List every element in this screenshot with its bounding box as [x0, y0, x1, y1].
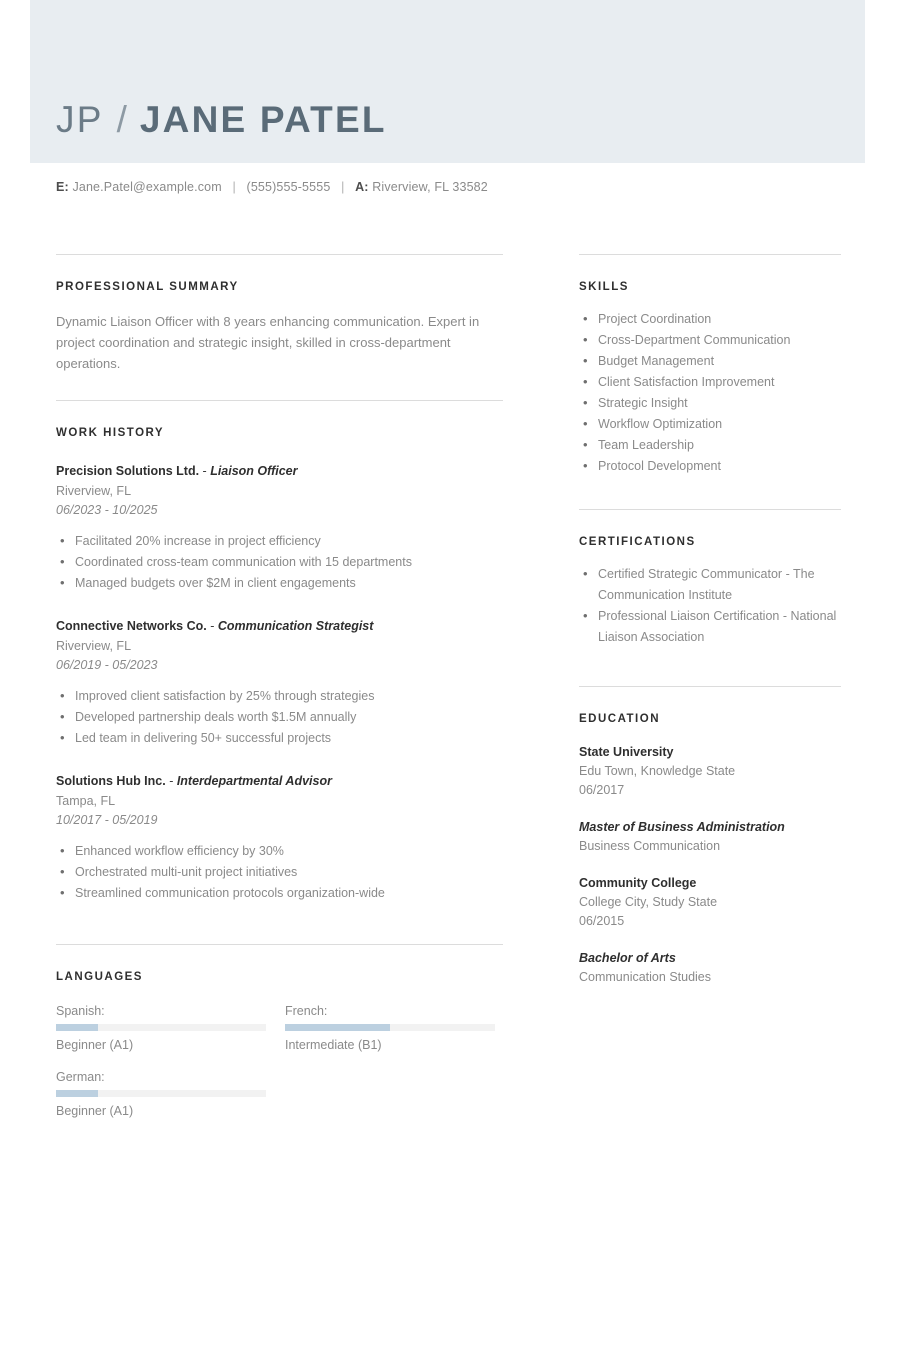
language-progress-bar [56, 1024, 266, 1031]
language-progress-bar [56, 1090, 266, 1097]
divider-education [579, 686, 841, 687]
languages-grid [56, 1001, 503, 1133]
skill-item: • Budget Management [579, 351, 841, 372]
divider-certifications [579, 509, 841, 510]
skills-list [579, 309, 841, 477]
phone-value: (555)555-5555 [246, 180, 331, 194]
name-line [56, 99, 387, 141]
left-column [56, 254, 503, 1133]
job-bullet: • Enhanced workflow efficiency by 30% [56, 841, 503, 862]
content-columns [30, 254, 865, 1133]
job-bullet-list [56, 531, 503, 594]
job-role: Communication Strategist [217, 619, 374, 633]
section-title-languages: LANGUAGES [56, 971, 143, 983]
education-field: Business Communication [579, 839, 721, 853]
name-initials: JP [56, 99, 104, 140]
language-level: Beginner (A1) [56, 1038, 134, 1052]
contact-separator-1: | [232, 180, 236, 194]
education-entry [579, 743, 841, 800]
language-progress-fill [56, 1090, 98, 1097]
section-title-work-history: WORK HISTORY [56, 427, 165, 439]
certification-item: • Professional Liaison Certification - National Liaison Association [579, 606, 841, 648]
email-label: E: [56, 180, 69, 194]
resume-sheet [30, 0, 865, 1350]
language-item [56, 1067, 266, 1121]
language-progress-fill [285, 1024, 390, 1031]
education-entry [579, 874, 841, 931]
job-dash: - [165, 774, 177, 788]
education-location: College City, Study State [579, 895, 718, 909]
skill-item: • Team Leadership [579, 435, 841, 456]
address-label: A: [355, 180, 369, 194]
right-column [579, 254, 841, 987]
language-progress-fill [56, 1024, 98, 1031]
job-dates: 06/2023 - 10/2025 [56, 503, 158, 517]
language-name: German: [56, 1070, 105, 1084]
job-title [56, 617, 503, 635]
contact-separator-2: | [341, 180, 345, 194]
language-name: Spanish: [56, 1004, 105, 1018]
contact-line [30, 163, 865, 194]
resume-header-band [30, 0, 865, 163]
language-level: Intermediate (B1) [285, 1038, 382, 1052]
skill-item: • Strategic Insight [579, 393, 841, 414]
certification-item: • Certified Strategic Communicator - The Communication Institute [579, 564, 841, 606]
language-progress-bar [285, 1024, 495, 1031]
education-school: State University [579, 745, 674, 759]
education-section [579, 686, 841, 987]
education-location: Edu Town, Knowledge State [579, 764, 736, 778]
job-bullet: • Orchestrated multi-unit project initiatives [56, 862, 503, 883]
education-degree: Bachelor of Arts [579, 951, 676, 965]
job-entry [56, 772, 503, 904]
skill-item: • Project Coordination [579, 309, 841, 330]
job-bullet: • Streamlined communication protocols organization-wide [56, 883, 503, 904]
job-entry [56, 617, 503, 749]
languages-section [56, 944, 503, 1133]
divider-work-history [56, 400, 503, 401]
education-entry [579, 949, 841, 987]
job-bullet: • Improved client satisfaction by 25% through strategies [56, 686, 503, 707]
section-title-certifications: CERTIFICATIONS [579, 536, 696, 548]
divider-skills [579, 254, 841, 255]
certifications-section [579, 509, 841, 648]
job-bullet: • Developed partnership deals worth $1.5M annually [56, 707, 503, 728]
job-role: Liaison Officer [210, 464, 298, 478]
job-bullet: • Led team in delivering 50+ successful projects [56, 728, 503, 749]
job-location: Tampa, FL [56, 794, 116, 808]
section-title-education: EDUCATION [579, 713, 661, 725]
job-dates: 10/2017 - 05/2019 [56, 813, 158, 827]
job-company: Precision Solutions Ltd. [56, 464, 200, 478]
job-location: Riverview, FL [56, 639, 132, 653]
job-title [56, 772, 503, 790]
language-item [56, 1001, 266, 1055]
education-date: 06/2017 [579, 783, 625, 797]
job-dates: 06/2019 - 05/2023 [56, 658, 158, 672]
education-date: 06/2015 [579, 914, 625, 928]
education-entry [579, 818, 841, 856]
education-degree: Master of Business Administration [579, 820, 785, 834]
job-bullet-list [56, 841, 503, 904]
divider-languages [56, 944, 503, 945]
job-entry [56, 462, 503, 594]
job-bullet: • Coordinated cross-team communication with 15 departments [56, 552, 503, 573]
address-value: Riverview, FL 33582 [372, 180, 488, 194]
section-title-summary: PROFESSIONAL SUMMARY [56, 281, 239, 293]
job-company: Connective Networks Co. [56, 619, 207, 633]
divider-summary [56, 254, 503, 255]
skill-item: • Client Satisfaction Improvement [579, 372, 841, 393]
education-field: Communication Studies [579, 970, 712, 984]
job-title [56, 462, 503, 480]
language-name: French: [285, 1004, 328, 1018]
job-location: Riverview, FL [56, 484, 132, 498]
job-company: Solutions Hub Inc. [56, 774, 166, 788]
language-item [285, 1001, 495, 1055]
summary-text: Dynamic Liaison Officer with 8 years enhancing communication. Expert in project coordination and strategic insight, skilled in cross-department operations. [56, 314, 480, 371]
page-title: JANE PATEL [139, 99, 387, 140]
job-role: Interdepartmental Advisor [176, 774, 332, 788]
skill-item: • Cross-Department Communication [579, 330, 841, 351]
certifications-list [579, 564, 841, 648]
name-separator-slash: / [116, 99, 127, 140]
email-value: Jane.Patel@example.com [72, 180, 222, 194]
education-school: Community College [579, 876, 697, 890]
job-dash: - [206, 619, 218, 633]
language-level: Beginner (A1) [56, 1104, 134, 1118]
skill-item: • Protocol Development [579, 456, 841, 477]
skill-item: • Workflow Optimization [579, 414, 841, 435]
job-bullet: • Managed budgets over $2M in client engagements [56, 573, 503, 594]
job-bullet-list [56, 686, 503, 749]
job-bullet: • Facilitated 20% increase in project efficiency [56, 531, 503, 552]
job-dash: - [199, 464, 211, 478]
section-title-skills: SKILLS [579, 281, 629, 293]
